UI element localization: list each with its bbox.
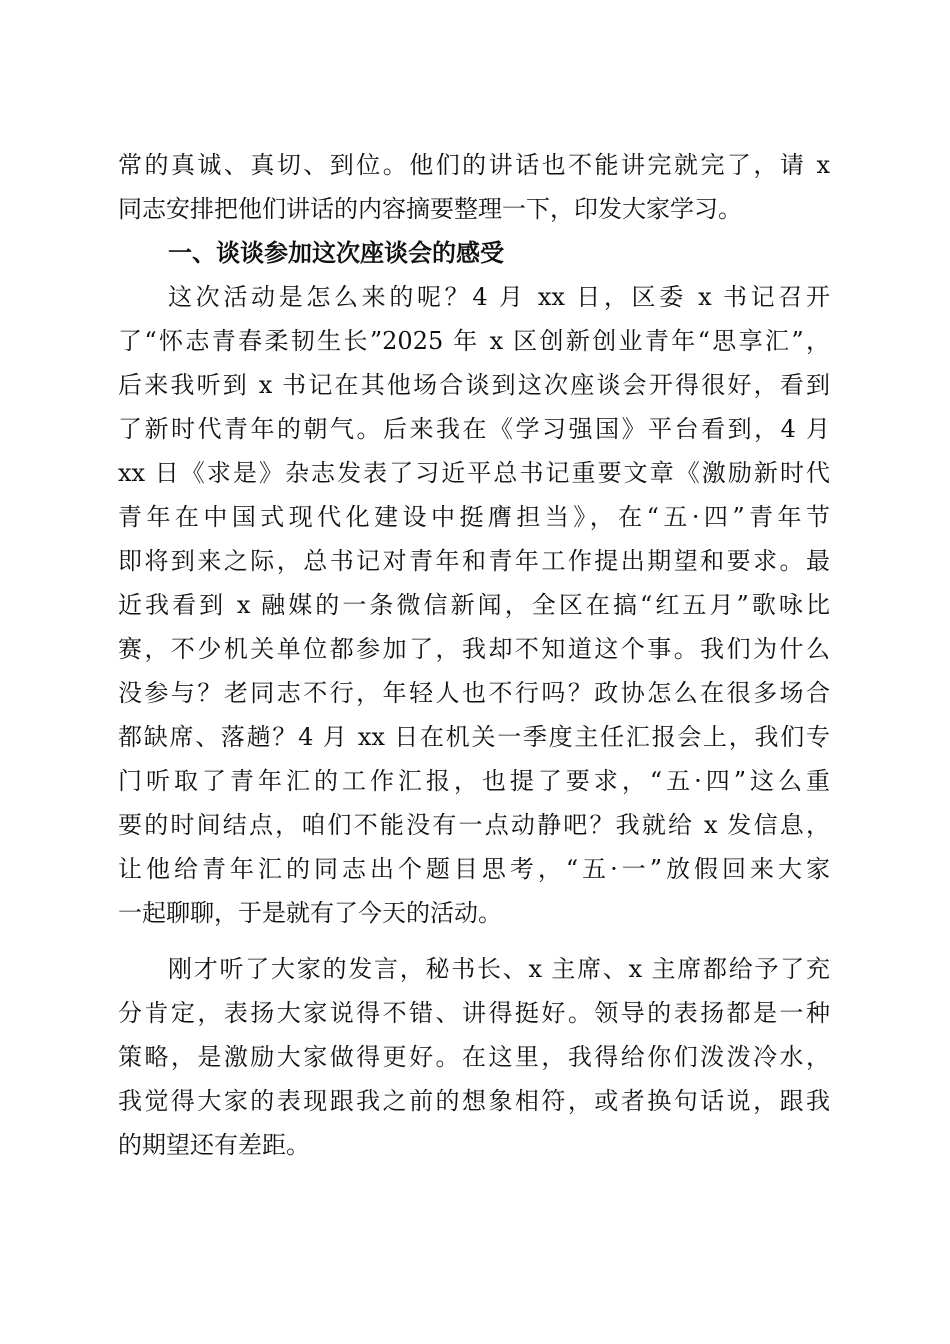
text-line: 门听取了青年汇的工作汇报，也提了要求，“五·四”这么重 [118, 767, 830, 795]
text-line: xx 日《求是》杂志发表了习近平总书记重要文章《激励新时代 [118, 459, 830, 487]
text-line: 即将到来之际，总书记对青年和青年工作提出期望和要求。最 [118, 547, 830, 575]
text-line: 让他给青年汇的同志出个题目思考，“五·一”放假回来大家 [118, 855, 830, 883]
paragraph [118, 143, 830, 231]
text-line: 一、谈谈参加这次座谈会的感受 [168, 239, 504, 267]
text-line: 同志安排把他们讲话的内容摘要整理一下，印发大家学习。 [118, 195, 742, 223]
text-line: 了“怀志青春柔韧生长”2025 年 x 区创新创业青年“思享汇”， [118, 327, 830, 355]
text-line: 的期望还有差距。 [118, 1131, 310, 1159]
text-line: 常的真诚、真切、到位。他们的讲话也不能讲完就完了，请 x [118, 151, 830, 179]
text-line: 一起聊聊，于是就有了今天的活动。 [118, 899, 502, 927]
text-line: 了新时代青年的朝气。后来我在《学习强国》平台看到，4 月 [118, 415, 830, 443]
text-line: 没参与？老同志不行，年轻人也不行吗？政协怎么在很多场合 [118, 679, 830, 707]
text-line: 青年在中国式现代化建设中挺膺担当》，在“五·四”青年节 [118, 503, 830, 531]
paragraph [118, 947, 830, 1167]
document-page [118, 143, 830, 1167]
text-line: 策略，是激励大家做得更好。在这里，我得给你们泼泼冷水， [118, 1043, 830, 1071]
text-line: 刚才听了大家的发言，秘书长、x 主席、x 主席都给予了充 [168, 955, 830, 983]
text-line: 这次活动是怎么来的呢？4 月 xx 日，区委 x 书记召开 [168, 283, 830, 311]
text-line: 分肯定，表扬大家说得不错、讲得挺好。领导的表扬都是一种 [118, 999, 830, 1027]
text-line: 后来我听到 x 书记在其他场合谈到这次座谈会开得很好，看到 [118, 371, 830, 399]
text-line: 我觉得大家的表现跟我之前的想象相符，或者换句话说，跟我 [118, 1087, 830, 1115]
text-line: 赛，不少机关单位都参加了，我却不知道这个事。我们为什么 [118, 635, 830, 663]
text-line: 都缺席、落趟？4 月 xx 日在机关一季度主任汇报会上，我们专 [118, 723, 830, 751]
paragraph [118, 275, 830, 935]
section-heading [118, 231, 830, 275]
paragraph-gap [118, 935, 830, 947]
text-line: 要的时间结点，咱们不能没有一点动静吧？我就给 x 发信息， [118, 811, 830, 839]
text-line: 近我看到 x 融媒的一条微信新闻，全区在搞“红五月”歌咏比 [118, 591, 830, 619]
